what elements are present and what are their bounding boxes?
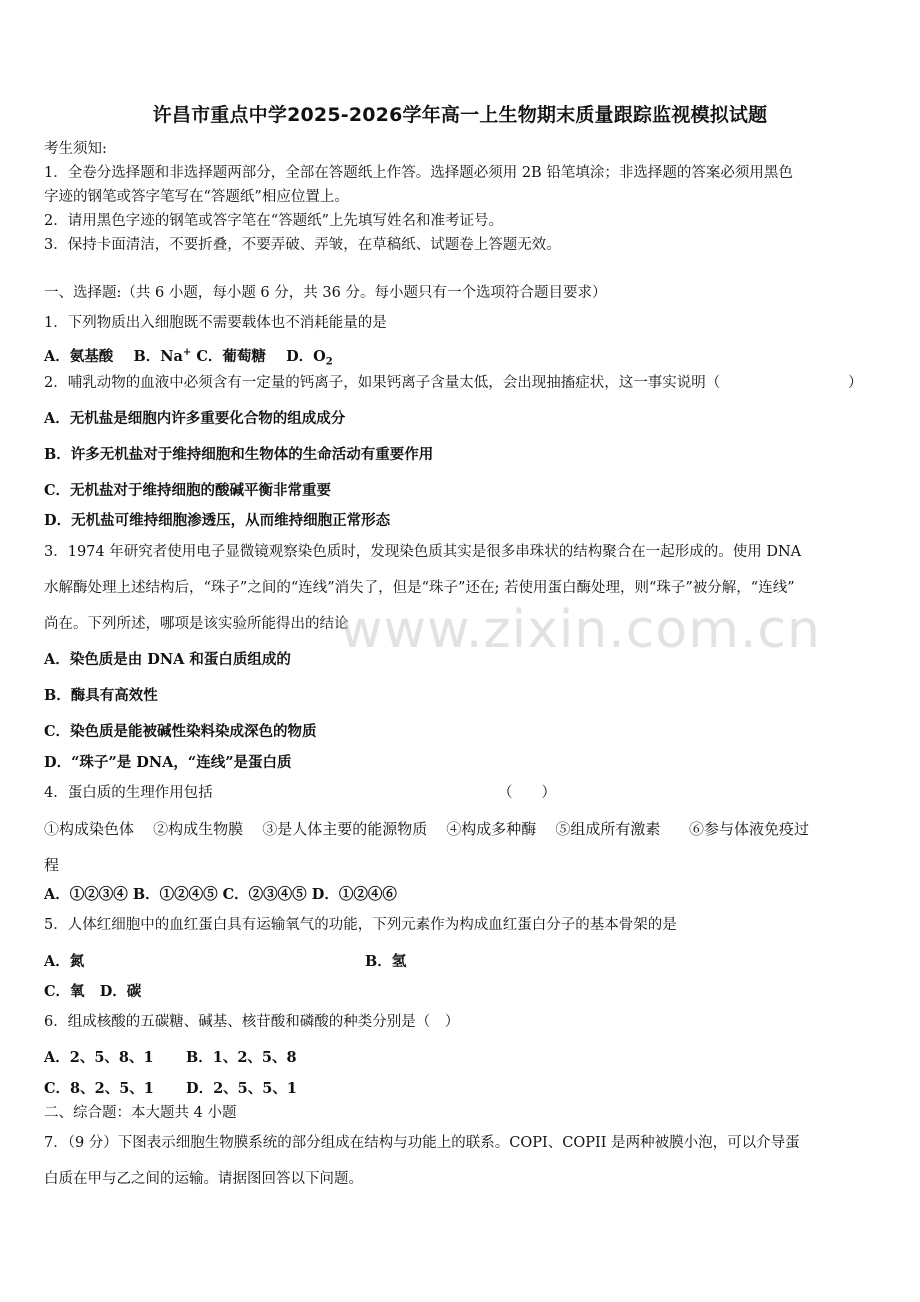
q3-option-a: A．染色质是由 DNA 和蛋白质组成的 xyxy=(44,651,291,668)
q4-items xyxy=(44,820,809,838)
q2-stem: 2．哺乳动物的血液中必须含有一定量的钙离子，如果钙离子含量太低，会出现抽搐症状，这一事实说明（ xyxy=(44,375,721,391)
q4-options xyxy=(44,886,397,904)
q3-stem-line-2: 水解酶处理上述结构后，“珠子”之间的“连线”消失了，但是“珠子”还在; 若使用蛋白酶处理，则“珠子”被分解，“连线” xyxy=(44,580,795,596)
q2-paren-close: ） xyxy=(848,375,863,391)
q3-option-d: D．“珠子”是 DNA，“连线”是蛋白质 xyxy=(44,754,292,771)
q7-stem-line-1: 7．（9 分）下图表示细胞生物膜系统的部分组成在结构与功能上的联系。COPI、COPII 是两种被膜小泡，可以介导蛋 xyxy=(44,1135,800,1151)
q5-option-a: A．氮 xyxy=(44,953,85,970)
q4-items-cont: 程 xyxy=(44,856,60,874)
q6-option-a: A．2、5、8、1 xyxy=(44,1049,154,1066)
q5-option-d: D．碳 xyxy=(99,983,142,1000)
notice-item-2: 2．请用黑色字迹的钢笔或答字笔在“答题纸”上先填写姓名和准考证号。 xyxy=(44,213,504,229)
q4-item-3: ③是人体主要的能源物质 xyxy=(262,820,428,838)
q2-option-d: D．无机盐可维持细胞渗透压，从而维持细胞正常形态 xyxy=(44,512,391,529)
q3-option-b: B．酶具有高效性 xyxy=(44,687,158,704)
notice-item-3: 3．保持卡面清洁，不要折叠，不要弄破、弄皱，在草稿纸、试题卷上答题无效。 xyxy=(44,237,561,253)
q4-paren: （ ） xyxy=(498,785,556,801)
q6-option-b: B．1、2、5、8 xyxy=(186,1049,297,1066)
q4-item-1: ①构成染色体 xyxy=(44,820,135,838)
q5-stem: 5．人体红细胞中的血红蛋白具有运输氧气的功能，下列元素作为构成血红蛋白分子的基本骨架的是 xyxy=(44,917,677,933)
q4-option-c: C．②③④⑤ xyxy=(222,886,307,903)
watermark-text: www.zixin.com.cn xyxy=(340,600,821,660)
q4-item-6: ⑥参与体液免疫过 xyxy=(689,820,810,838)
q6-option-c: C．8、2、5、1 xyxy=(44,1080,154,1097)
q1-options xyxy=(44,344,333,372)
q4-item-5: ⑤组成所有激素 xyxy=(555,820,661,838)
q3-stem-line-1: 3．1974 年研究者使用电子显微镜观察染色质时，发现染色质其实是很多串珠状的结构聚合在一起形成的。使用 DNA xyxy=(44,544,802,560)
q2-option-b: B．许多无机盐对于维持细胞和生物体的生命活动有重要作用 xyxy=(44,446,434,463)
q4-option-b: B．①②④⑤ xyxy=(132,886,218,903)
q5-option-b: B．氢 xyxy=(365,953,407,970)
q4-item-4: ④构成多种酶 xyxy=(446,820,537,838)
q4-item-2: ②构成生物膜 xyxy=(153,820,244,838)
q2-option-a: A．无机盐是细胞内许多重要化合物的组成成分 xyxy=(44,410,346,427)
q4-stem: 4．蛋白质的生理作用包括 xyxy=(44,785,213,801)
q3-stem-line-3: 尚在。下列所述，哪项是该实验所能得出的结论 xyxy=(44,616,349,632)
section-1-heading: 一、选择题:（共 6 小题，每小题 6 分，共 36 分。每小题只有一个选项符合题目要求） xyxy=(44,285,607,301)
notice-item-1: 1．全卷分选择题和非选择题两部分，全部在答题纸上作答。选择题必须用 2B 铅笔填涂；非选择题的答案必须用黑色 xyxy=(44,165,793,181)
q6-stem: 6．组成核酸的五碳糖、碱基、核苷酸和磷酸的种类分别是（ ） xyxy=(44,1014,460,1030)
q1-option-d-sub: 2 xyxy=(325,356,333,368)
q5-option-c: C．氧 xyxy=(44,983,85,1000)
q2-option-c: C．无机盐对于维持细胞的酸碱平衡非常重要 xyxy=(44,482,332,499)
q3-option-c: C．染色质是能被碱性染料染成深色的物质 xyxy=(44,723,317,740)
q1-option-a: A．氨基酸 xyxy=(44,347,114,365)
q4-option-d: D．①②④⑥ xyxy=(311,886,397,903)
q1-stem: 1．下列物质出入细胞既不需要载体也不消耗能量的是 xyxy=(44,315,387,331)
page-title: 许昌市重点中学2025-2026学年高一上生物期末质量跟踪监视模拟试题 xyxy=(152,104,768,126)
q1-option-b-sup: + xyxy=(182,347,192,358)
q5-options-cd xyxy=(44,983,141,1001)
notice-item-1-cont: 字迹的钢笔或答字笔写在“答题纸”相应位置上。 xyxy=(44,189,349,205)
q7-stem-line-2: 白质在甲与乙之间的运输。请据图回答以下问题。 xyxy=(44,1171,363,1187)
section-2-heading: 二、综合题：本大题共 4 小题 xyxy=(44,1105,237,1121)
q1-option-c: C．葡萄糖 xyxy=(196,347,266,365)
notice-heading: 考生须知: xyxy=(44,141,107,157)
q6-option-d: D．2、5、5、1 xyxy=(186,1080,297,1097)
q1-option-b: B．Na xyxy=(133,347,183,365)
q1-option-d: D．O xyxy=(286,347,326,365)
q4-option-a: A．①②③④ xyxy=(44,886,128,903)
